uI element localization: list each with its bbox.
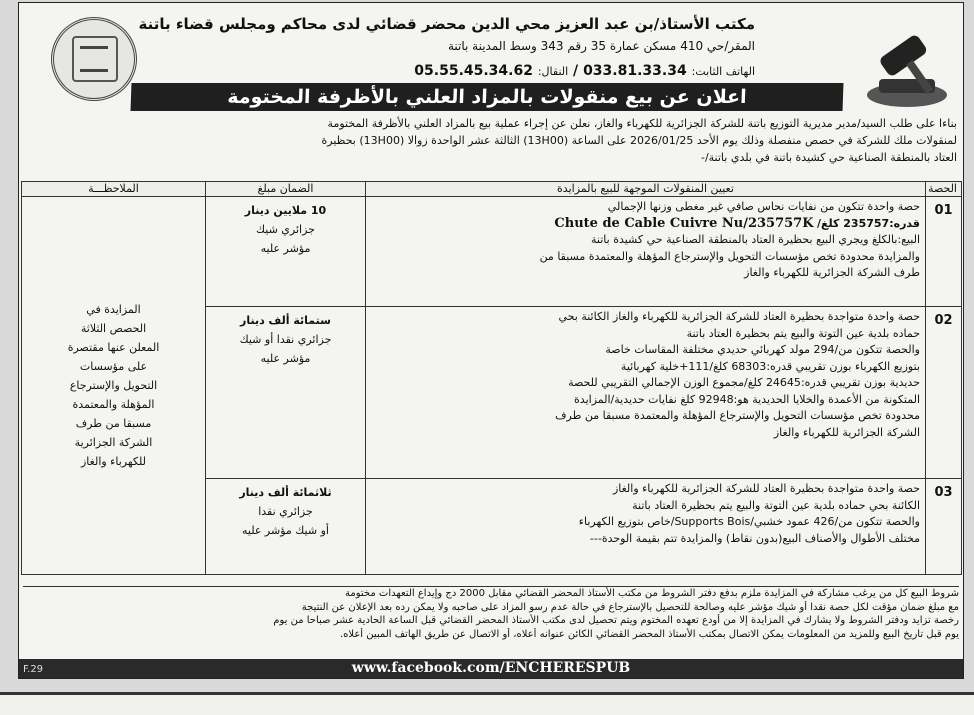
note-line: للكهرباء والغاز xyxy=(81,455,146,468)
note-line: الحصص الثلاثة xyxy=(80,322,147,335)
table-header-row xyxy=(22,182,962,197)
lot-guarantee xyxy=(206,197,366,307)
announcement-sheet xyxy=(18,2,964,679)
desc-weight: قدره:235757 كلغ/ xyxy=(817,216,920,230)
lot-description xyxy=(366,479,926,575)
lot-number: 01 xyxy=(926,197,962,307)
header-notes: الملاحظـــة xyxy=(22,182,206,197)
office-title: مكتب الأستاذ/بن عبد العزيز محي الدين محضر قضائي لدى محاكم ومجلس قضاء باتنة xyxy=(138,15,755,33)
desc-line: بتوزيع الكهرباء بوزن تقريبي قدره:68303 كلغ/111+خلية كهربائية xyxy=(620,359,920,373)
intro-line: لمنقولات ملك للشركة في حصص منفصلة وذلك يوم الأحد 2026/01/25 على الساعة (13H00) الثالثة عشر الواحدة زوالا (13H00) بحظيرة xyxy=(321,134,957,147)
desc-line: حصة واحدة تتكون من نفايات نحاس صافي غير مغطى وزنها الإجمالي xyxy=(607,200,920,213)
intro-line: بناءا على طلب السيد/مدير مديرية التوزيع باتنة للشركة الجزائرية للكهرباء والغاز، نعلن عن إجراء عملية بيع بالمزاد العلني بالأظرفة المختومة xyxy=(327,117,957,130)
price-line: جزائري شيك xyxy=(256,223,315,236)
page-code: F.29 xyxy=(23,664,44,675)
note-line: المزايدة في xyxy=(86,303,141,316)
desc-line: طرف الشركة الجزائرية للكهرباء والغاز xyxy=(744,266,920,279)
desc-line: والمزايدة محدودة تخص مؤسسات التحويل والإسترجاع المؤهلة والمعتمدة مسبقا من xyxy=(539,249,920,263)
intro-line: العتاد بالمنطقة الصناعية حي كشيدة باتنة في بلدي باتنة/- xyxy=(700,151,957,164)
note-line: التحويل والإسترجاع xyxy=(69,379,158,392)
price-line: أو شيك مؤشر عليه xyxy=(242,524,329,537)
mobile-number: 05.55.45.34.62 xyxy=(414,63,533,79)
lot-number: 02 xyxy=(926,307,962,479)
lots-table xyxy=(21,181,962,575)
desc-line: والحصة تتكون من/426 عمود خشبي/Supports Bois/خاص بتوزيع الكهرباء xyxy=(578,515,920,528)
desc-line xyxy=(371,216,920,233)
phone-row: الهاتف الثابت: 033.81.33.34 / النقال: 05.55.45.34.62 xyxy=(414,63,755,79)
scales-of-justice-icon xyxy=(51,17,137,101)
lot-number: 03 xyxy=(926,479,962,575)
desc-line: البيع:بالكلغ ويجري البيع بحظيرة العتاد بالمنطقة الصناعية حي كشيدة باتنة xyxy=(591,233,920,246)
price-line: ثلاثمائة ألف دينار xyxy=(239,486,332,499)
desc-line: المتكونة من الأعمدة والخلايا الحديدية هو:92948 كلغ نفايات حديدية/المزايدة xyxy=(574,392,920,406)
desc-line: محدودة تخص مؤسسات التحويل والإسترجاع المؤهلة والمعتمدة مسبقا من طرف xyxy=(555,409,920,422)
desc-line: حماده بلدية عين التوتة والبيع يتم بحظيرة العتاد باتنة xyxy=(686,326,920,340)
gavel-icon xyxy=(861,23,953,111)
note-line: المؤهلة والمعتمدة xyxy=(72,398,155,411)
office-address: المقر/حي 410 مسكن عمارة 35 رقم 343 وسط المدينة باتنة xyxy=(447,39,755,53)
intro-paragraph xyxy=(25,115,957,175)
price-line: مؤشر عليه xyxy=(260,242,311,255)
condition-line: رخصة تزايد ودفتر الشروط ولا يشارك في المزايدة إلا من أودع تعهده المختوم ويتم تحصيل لدى مكتب الأستاذ المحضر القضائي قبل الساعة الحادية عشر صباحا من يوم xyxy=(273,615,959,626)
lots-notes xyxy=(22,197,206,575)
mobile-label: النقال: xyxy=(537,65,569,78)
lot-description xyxy=(366,197,926,307)
desc-line: حصة واحدة متواجدة بحظيرة العتاد للشركة الجزائرية للكهرباء والغاز الكائنة بحي xyxy=(558,310,920,323)
desc-line: الشركة الجزائرية للكهرباء والغاز xyxy=(773,425,920,439)
condition-line: مع مبلغ ضمان مؤقت لكل حصة نقدا أو شيك مؤشر عليه وصالحة للتحصيل بالإسترجاع في حالة عدم رسو المزاد على صاحبه ولا يمكن رده بعد الإعلان عن النتيجة xyxy=(301,601,959,613)
desc-line: حديدية بوزن تقريبي قدره:24645 كلغ/مجموع الوزن الإجمالي التقريبي للحصة xyxy=(568,376,920,389)
price-line: 10 ملايين دينار xyxy=(244,204,327,217)
table-row xyxy=(22,197,962,307)
announcement-banner: اعلان عن بيع منقولات بالمزاد العلني بالأظرفة المختومة xyxy=(131,83,844,111)
header-price: الضمان مبلغ xyxy=(206,182,366,197)
desc-line: مختلف الأطوال والأصناف البيع(بدون نقاط) والمزايدة تتم بقيمة الوحدة--- xyxy=(589,531,920,545)
desc-line: حصة واحدة متواجدة بحظيرة العتاد للشركة الجزائرية للكهرباء والغاز xyxy=(612,482,920,495)
facebook-url: www.facebook.com/ENCHERESPUB xyxy=(351,660,631,676)
price-line: ستمائة ألف دينار xyxy=(239,314,331,327)
note-line: على مؤسسات xyxy=(79,360,148,373)
header-desc: تعيين المنقولات الموجهة للبيع بالمزايدة xyxy=(366,182,926,197)
condition-line: يوم قبل تاريخ البيع وللمزيد من المعلومات يمكن الاتصال بمكتب الأستاذ المحضر القضائي الكائن عنوانه أعلاه، أو الاتصال عن طريق الهاتف المبين أعلاه. xyxy=(339,628,959,640)
header xyxy=(19,3,965,113)
price-line: جزائري نقدا أو شيك xyxy=(239,333,332,346)
desc-latin-label: Chute de Cable Cuivre Nu/235757K xyxy=(554,215,814,231)
price-line: جزائري نقدا xyxy=(258,505,313,518)
desc-line: الكائنة بحي حماده بلدية عين التوتة والبيع يتم بحظيرة العتاد باتنة xyxy=(632,498,920,512)
lot-guarantee xyxy=(206,307,366,479)
note-line: الشركة الجزائرية xyxy=(74,436,153,449)
note-line: مسبقا من طرف xyxy=(75,417,152,430)
price-line: مؤشر عليه xyxy=(260,352,311,365)
lot-guarantee xyxy=(206,479,366,575)
desc-line: والحصة تتكون من/294 مولد كهربائي حديدي مختلفة المقاسات خاصة xyxy=(605,343,920,356)
lot-description xyxy=(366,307,926,479)
sale-conditions xyxy=(23,586,959,657)
phone-number: 033.81.33.34 xyxy=(583,63,687,79)
header-lot: الحصة xyxy=(926,182,962,197)
footer-url-bar xyxy=(19,659,963,678)
condition-line: شروط البيع كل من يرغب مشاركة في المزايدة ملزم بدفع دفتر الشروط من مكتب الأستاذ المحضر القضائي مقابل 2000 دج وإيداع التعهدات مختومة xyxy=(345,588,959,599)
note-line: المعلن عنها مقتصرة xyxy=(67,341,160,354)
phone-label: الهاتف الثابت: xyxy=(691,65,755,78)
